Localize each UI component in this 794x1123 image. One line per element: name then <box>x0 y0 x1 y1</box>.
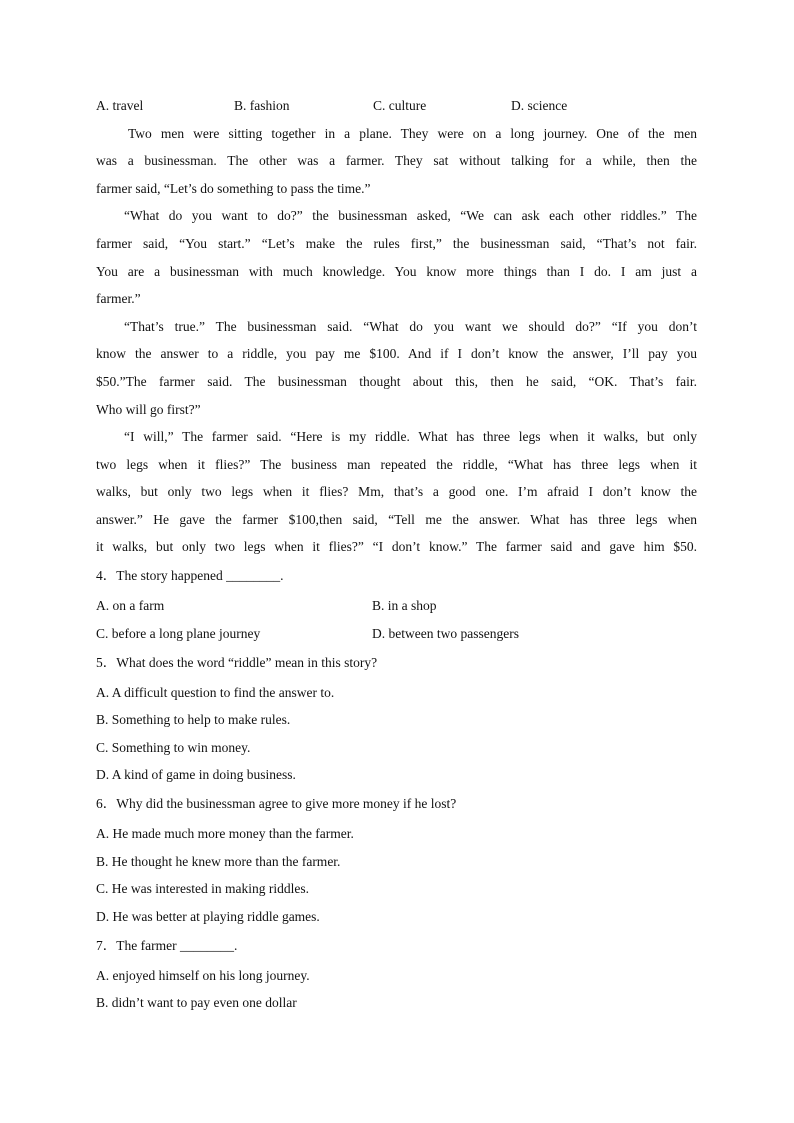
passage-line: answer.” He gave the farmer $100,then said, “Tell me the answer. What has three legs when <box>96 512 697 527</box>
q5-option-d: D. A kind of game in doing business. <box>96 767 296 782</box>
passage-line: was a businessman. The other was a farmer. They sat without talking for a while, then the <box>96 153 697 168</box>
passage-line: two legs when it flies?” The business man repeated the riddle, “What has three legs when it <box>96 457 697 472</box>
q5-option-b: B. Something to help to make rules. <box>96 712 291 727</box>
q6-option-c: C. He was interested in making riddles. <box>96 881 309 896</box>
prev-option-a: A. travel <box>96 98 144 113</box>
passage-line: walks, but only two legs when it flies? Mm, that’s a good one. I’m afraid I don’t know the <box>96 484 697 499</box>
passage-line: “I will,” The farmer said. “Here is my riddle. What has three legs when it walks, but only <box>124 429 697 444</box>
q6-option-a: A. He made much more money than the farmer. <box>96 826 354 841</box>
q5-option-a: A. A difficult question to find the answer to. <box>96 685 335 700</box>
q7-option-b: B. didn’t want to pay even one dollar <box>96 995 297 1010</box>
prev-option-d: D. science <box>511 98 568 113</box>
prev-option-c: C. culture <box>373 98 427 113</box>
passage-line: it walks, but only two legs when it flies?” “I don’t know.” The farmer said and gave him $50. <box>96 539 697 554</box>
passage-line: farmer.” <box>96 291 141 306</box>
passage-line: $50.”The farmer said. The businessman thought about this, then he said, “OK. That’s fair. <box>96 374 697 389</box>
question-7-stem: 7．The farmer ________. <box>96 938 238 953</box>
q4-option-d: D. between two passengers <box>372 626 519 641</box>
q6-option-d: D. He was better at playing riddle games. <box>96 909 320 924</box>
passage-line: farmer said, “You start.” “Let’s make the rules first,” the businessman said, “That’s not fair. <box>96 236 697 251</box>
passage-line: know the answer to a riddle, you pay me $100. And if I don’t know the answer, I’ll pay you <box>96 346 697 361</box>
passage-line: farmer said, “Let’s do something to pass the time.” <box>96 181 371 196</box>
passage-line: “That’s true.” The businessman said. “What do you want we should do?” “If you don’t <box>124 319 697 334</box>
prev-option-b: B. fashion <box>234 98 290 113</box>
q4-option-a: A. on a farm <box>96 598 165 613</box>
question-4-stem: 4．The story happened ________. <box>96 568 284 583</box>
q7-option-a: A. enjoyed himself on his long journey. <box>96 968 310 983</box>
passage-line: You are a businessman with much knowledge. You know more things than I do. I am just a <box>96 264 697 279</box>
passage-line: Who will go first?” <box>96 402 201 417</box>
q5-option-c: C. Something to win money. <box>96 740 251 755</box>
question-5-stem: 5．What does the word “riddle” mean in this story? <box>96 655 378 670</box>
q4-option-c: C. before a long plane journey <box>96 626 261 641</box>
q6-option-b: B. He thought he knew more than the farmer. <box>96 854 341 869</box>
question-6-stem: 6．Why did the businessman agree to give more money if he lost? <box>96 796 457 811</box>
q4-option-b: B. in a shop <box>372 598 437 613</box>
passage-line: Two men were sitting together in a plane. They were on a long journey. One of the men <box>128 126 697 141</box>
passage-line: “What do you want to do?” the businessman asked, “We can ask each other riddles.” The <box>124 208 697 223</box>
